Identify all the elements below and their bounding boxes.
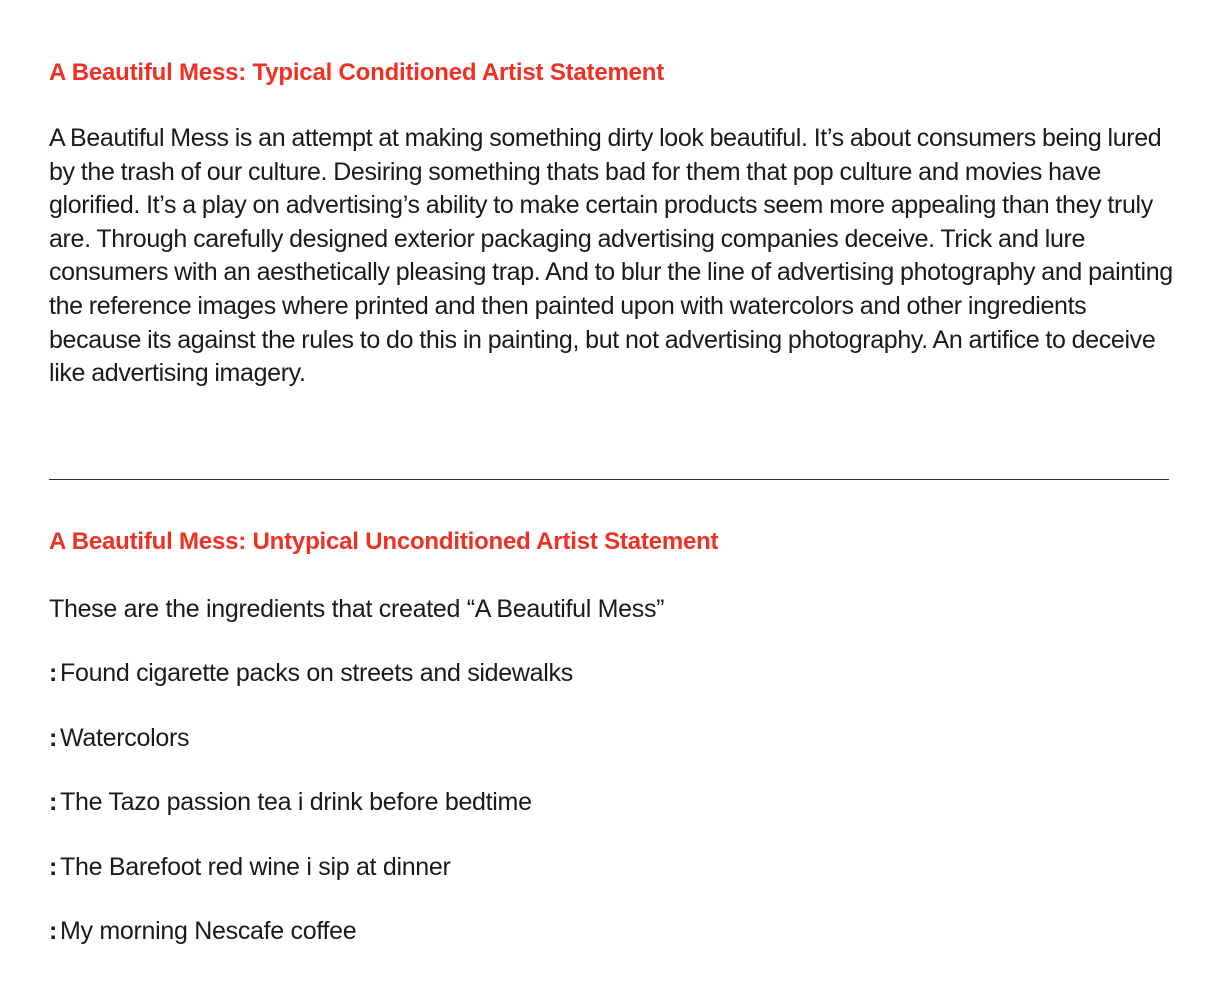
bullet-colon: :: [49, 659, 58, 687]
ingredient-list: [49, 657, 573, 980]
ingredient-text: The Tazo passion tea i drink before bedtime: [60, 788, 532, 816]
list-item: [49, 915, 573, 947]
list-item: [49, 851, 573, 883]
bullet-colon: :: [49, 723, 58, 752]
bullet-colon: :: [49, 917, 58, 945]
ingredients-intro: These are the ingredients that created “A Beautiful Mess”: [49, 595, 665, 623]
section-divider: [49, 479, 1169, 480]
typical-statement-heading: A Beautiful Mess: Typical Conditioned Artist Statement: [49, 59, 665, 86]
list-item: [49, 657, 573, 689]
typical-statement-body: A Beautiful Mess is an attempt at making something dirty look beautiful. It’s about consumers being lured by the trash of our culture. Desiring something thats bad for them that pop culture and movies have glorified. It’s a play on advertising’s ability to make certain products seem more appealing than they truly are. Through carefully designed exterior packaging advertising companies deceive. Trick and lure consumers with an aesthetically pleasing trap. And to blur the line of advertising photography and painting the reference images where printed and then painted upon with watercolors and other ingredients because its against the rules to do this in painting, but not advertising photography. An artifice to deceive like advertising imagery.: [49, 124, 1173, 388]
ingredient-text: Watercolors: [60, 723, 190, 752]
ingredient-text: My morning Nescafe coffee: [60, 917, 357, 945]
ingredient-text: The Barefoot red wine i sip at dinner: [60, 852, 451, 881]
bullet-colon: :: [49, 852, 58, 881]
list-item: [49, 722, 573, 754]
bullet-colon: :: [49, 788, 58, 816]
ingredient-text: Found cigarette packs on streets and sidewalks: [60, 659, 573, 687]
list-item: [49, 786, 573, 818]
untypical-statement-heading: A Beautiful Mess: Untypical Unconditioned Artist Statement: [49, 528, 719, 555]
